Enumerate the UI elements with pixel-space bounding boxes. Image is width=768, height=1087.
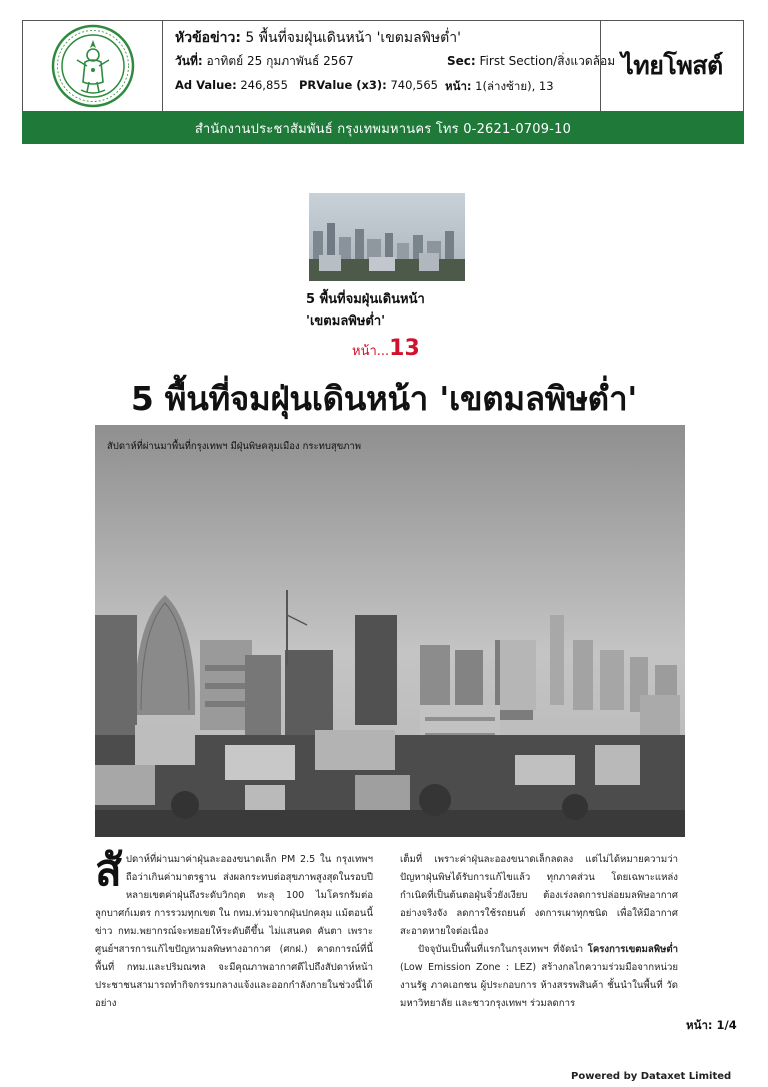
logo-cell: [23, 21, 163, 111]
brand-cell: [601, 21, 743, 111]
teaser-skyline-image: [309, 193, 465, 281]
page-label: หน้า:: [445, 79, 472, 93]
ad-value-label: Ad Value:: [175, 78, 237, 92]
date-value: อาทิตย์ 25 กุมภาพันธ์ 2567: [206, 54, 354, 68]
teaser-page-number: 13: [389, 336, 420, 361]
pr-value: 740,565: [390, 78, 438, 92]
page-field: [445, 78, 554, 96]
teaser-title: [306, 289, 506, 333]
teaser-photo: [309, 193, 465, 281]
contact-banner: [22, 112, 744, 144]
ad-value-field: [175, 78, 288, 92]
page-count: หน้า: 1/4: [686, 1018, 737, 1032]
ad-value: 246,855: [240, 78, 288, 92]
section-value: First Section/สิ่งแวดล้อม: [479, 54, 616, 68]
clipping-header: [22, 20, 744, 112]
column-2-paragraph-2: [400, 941, 678, 1013]
teaser-page-ref: [352, 336, 420, 361]
column-1-paragraph: ปดาห์ที่ผ่านมาค่าฝุ่นละอองขนาดเล็ก PM 2.5 ใน กรุงเทพฯ ถือว่าเกินค่ามาตรฐาน ส่งผลกระทบต่อสุขภาพสูงสุดในรอบปี หลายเขตค่าฝุ่นถึงระดับวิกฤต ทะลุ 100 ไมโครกรัมต่อลูกบาศก์เมตร การรวมทุกเขต ใน กทม.ท่วมจากฝุ่นปกคลุม แม้ตอนนี้ข่าว กทม.พยากรณ์จะทยอยให้ระดับดีขึ้น ไม่แสนคด คันตา เพราะศูนย์ฯสารการแก้ไขปัญหามลพิษทางอากาศ (ศกฝ.) คาดการณ์ที่นี้พื้นที่ กทม.และปริมณฑล จะมีคุณภาพอากาศดีไปถึงสัปดาห์หน้า ประชาชนสามารถทำกิจกรรมกลางแจ้งและออกกำลังกายในช่วงนี้ได้อย่าง: [95, 854, 373, 1009]
contact-banner-text: สำนักงานประชาสัมพันธ์ กรุงเทพมหานคร โทร 0-2621-0709-10: [194, 121, 572, 137]
article-column-2: [400, 851, 678, 1013]
page-value: 1(ล่างซ้าย), 13: [475, 79, 554, 93]
teaser-line-1: 5 พื้นที่จมฝุ่นเดินหน้า: [306, 292, 425, 307]
values-row: [175, 78, 590, 98]
headline-value: 5 พื้นที่จมฝุ่นเดินหน้า 'เขตมลพิษต่ำ': [245, 30, 461, 46]
column-2-paragraph-2-lead: ปัจจุบันเป็นพื้นที่แรกในกรุงเทพฯ ที่จัดนำ: [418, 944, 584, 955]
date-label: วันที่:: [175, 54, 203, 68]
article-headline: 5 พื้นที่จมฝุ่นเดินหน้า 'เขตมลพิษต่ำ': [130, 379, 638, 418]
lez-project-name: โครงการเขตมลพิษต่ำ: [587, 944, 678, 955]
photo-caption: สัปดาห์ที่ผ่านมาพื้นที่กรุงเทพฯ มีฝุ่นพิษคลุมเมือง กระทบสุขภาพ: [107, 441, 362, 452]
headline-label: หัวข้อข่าว:: [175, 30, 241, 46]
bangkok-seal-icon: [51, 24, 135, 108]
article-column-1: [95, 845, 373, 1013]
city-skyline-image: [95, 425, 685, 837]
teaser-line-2: 'เขตมลพิษต่ำ': [306, 314, 386, 329]
column-2-paragraph-2-rest: (Low Emission Zone : LEZ) สร้างกลไกความร่วมมือจากหน่วยงานรัฐ ภาคเอกชน ผู้ประกอบการ ห้างสรรพสินค้า ชั้นนำในพื้นที่ วัด มหาวิทยาลัย และชาวกรุงเทพฯ ร่วมลดการ: [400, 962, 678, 1009]
pr-value-field: [299, 78, 438, 92]
section-label: Sec:: [447, 54, 476, 68]
powered-by: Powered by Dataxet Limited: [571, 1071, 732, 1082]
main-photo: [95, 425, 685, 837]
pr-value-label: PRValue (x3):: [299, 78, 387, 92]
drop-cap: สั: [95, 845, 122, 896]
section-field: [447, 52, 615, 71]
publication-brand: ไทยโพสต์: [621, 51, 723, 80]
headline-row: [175, 29, 590, 47]
clipping-info: [163, 21, 616, 111]
date-field: [175, 52, 354, 71]
teaser-page-prefix: หน้า...: [352, 344, 390, 359]
date-section-row: [175, 52, 616, 74]
column-2-paragraph-1: เต็มที่ เพราะค่าฝุ่นละอองขนาดเล็กลดลง แต่ไม่ได้หมายความว่าปัญหาฝุ่นพิษได้รับการแก้ไขแล้ว ทุกภาคส่วน โดยเฉพาะแหล่งกำเนิดที่เป็นต้นตอฝุ่นจิ๋วยังเงียบ ต้องเร่งลดการปล่อยมลพิษอากาศอย่างจริงจัง ลดการใช้รถยนต์ งดการเผาทุกชนิด เพื่อให้มีอากาศสะอาดหายใจต่อเนื่อง: [400, 854, 678, 937]
